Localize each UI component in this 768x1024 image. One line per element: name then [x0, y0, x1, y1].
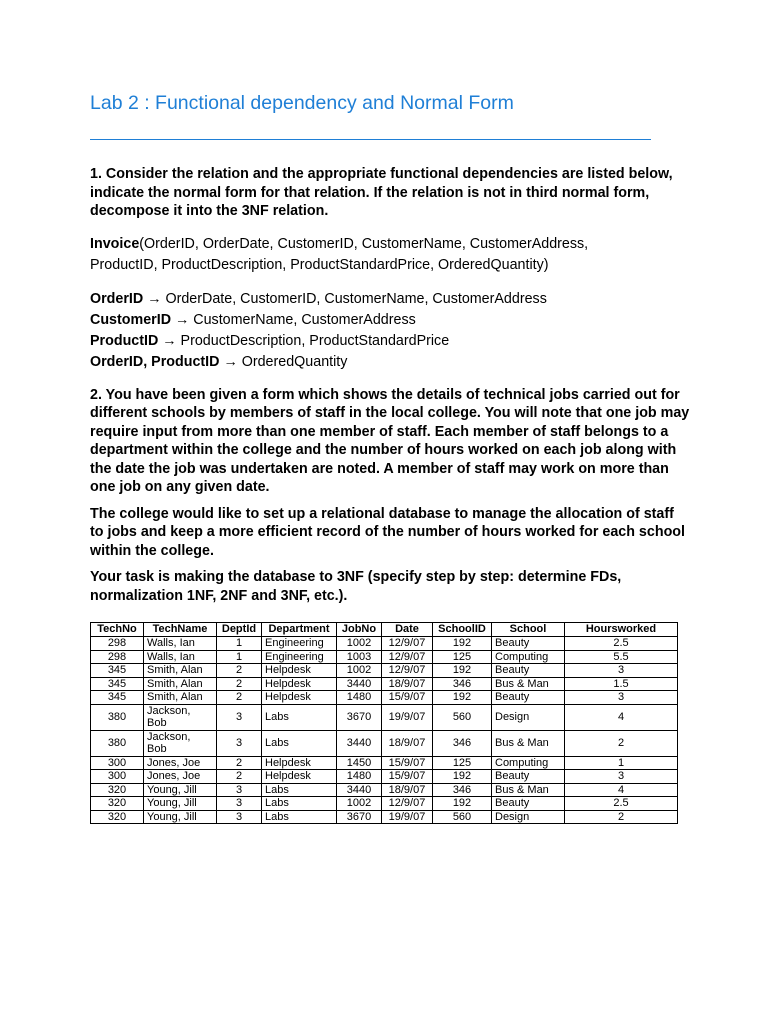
cell-school: Beauty	[492, 664, 565, 678]
cell-deptid: 3	[217, 810, 262, 824]
cell-date: 19/9/07	[382, 704, 433, 730]
table-row	[91, 797, 678, 811]
cell-school: Computing	[492, 650, 565, 664]
cell-techno: 320	[91, 783, 144, 797]
cell-deptid: 2	[217, 691, 262, 705]
cell-date: 15/9/07	[382, 756, 433, 770]
cell-hoursworked: 3	[565, 691, 678, 705]
cell-hoursworked: 2	[565, 730, 678, 756]
table-row	[91, 664, 678, 678]
question-2-paragraph-2: The college would like to set up a relational database to manage the allocation of staff to jobs and keep a more efficient record of the number of hours worked for each school within the college.	[90, 505, 686, 559]
cell-department: Labs	[262, 797, 337, 811]
table-row	[91, 650, 678, 664]
cell-deptid: 3	[217, 783, 262, 797]
column-header-date: Date	[382, 623, 433, 637]
cell-techname: Walls, Ian	[144, 650, 217, 664]
cell-school: Computing	[492, 756, 565, 770]
column-header-techno: TechNo	[91, 623, 144, 637]
cell-techname: Jackson, Bob	[144, 730, 217, 756]
cell-jobno: 3670	[337, 704, 382, 730]
cell-hoursworked: 1	[565, 756, 678, 770]
cell-school: Bus & Man	[492, 677, 565, 691]
question-1-text: 1. Consider the relation and the appropriate functional dependencies are listed below, indicate the normal form for that relation. If the relation is not in third normal form, decompose it into the 3NF relation.	[90, 166, 673, 219]
cell-schoolid: 192	[433, 637, 492, 651]
column-header-jobno: JobNo	[337, 623, 382, 637]
question-2-text: 2. You have been given a form which shows the details of technical jobs carried out for different schools by members of staff in the local college. You will note that one job may require input from more than one member of staff. Each member of staff belongs to a department within the college and the number of hours worked on each job along with the date the job was undertaken are noted. A member of staff may work on more than one job on any given date.	[90, 386, 690, 495]
cell-deptid: 2	[217, 756, 262, 770]
dependency-item	[90, 310, 690, 331]
table-header-row	[91, 623, 678, 637]
cell-techname: Young, Jill	[144, 797, 217, 811]
cell-hoursworked: 4	[565, 704, 678, 730]
cell-date: 18/9/07	[382, 730, 433, 756]
cell-department: Engineering	[262, 637, 337, 651]
cell-school: Beauty	[492, 797, 565, 811]
cell-department: Labs	[262, 704, 337, 730]
column-header-department: Department	[262, 623, 337, 637]
cell-jobno: 1450	[337, 756, 382, 770]
dependency-item	[90, 289, 690, 310]
cell-techno: 380	[91, 730, 144, 756]
table-row	[91, 810, 678, 824]
relation-attrs-line-2: ProductID, ProductDescription, ProductStandardPrice, OrderedQuantity)	[90, 256, 549, 273]
dependency-lhs: ProductID	[90, 332, 159, 349]
cell-school: Beauty	[492, 691, 565, 705]
cell-techno: 320	[91, 810, 144, 824]
document-body	[90, 165, 690, 605]
cell-jobno: 1003	[337, 650, 382, 664]
cell-techno: 345	[91, 677, 144, 691]
cell-department: Helpdesk	[262, 677, 337, 691]
dependency-lhs: OrderID	[90, 290, 144, 307]
column-header-deptid: DeptId	[217, 623, 262, 637]
column-header-techname: TechName	[144, 623, 217, 637]
cell-techno: 298	[91, 637, 144, 651]
cell-deptid: 3	[217, 704, 262, 730]
dependency-lhs: OrderID, ProductID	[90, 353, 220, 370]
cell-schoolid: 346	[433, 677, 492, 691]
cell-date: 12/9/07	[382, 664, 433, 678]
cell-date: 15/9/07	[382, 770, 433, 784]
relation-attrs-line-1: (OrderID, OrderDate, CustomerID, CustomerName, CustomerAddress,	[139, 235, 589, 252]
cell-techname: Smith, Alan	[144, 691, 217, 705]
table-row	[91, 677, 678, 691]
cell-techname: Walls, Ian	[144, 637, 217, 651]
dependency-rhs: → CustomerName, CustomerAddress	[171, 311, 416, 328]
cell-schoolid: 346	[433, 730, 492, 756]
page-title: Lab 2 : Functional dependency and Normal Form	[90, 92, 514, 114]
cell-jobno: 3440	[337, 677, 382, 691]
cell-date: 12/9/07	[382, 650, 433, 664]
cell-jobno: 1480	[337, 691, 382, 705]
cell-date: 18/9/07	[382, 783, 433, 797]
question-2-paragraph-3: Your task is making the database to 3NF (specify step by step: determine FDs, normalization 1NF, 2NF and 3NF, etc.).	[90, 569, 622, 604]
table-row	[91, 704, 678, 730]
cell-jobno: 3440	[337, 730, 382, 756]
cell-techname: Jones, Joe	[144, 756, 217, 770]
cell-hoursworked: 4	[565, 783, 678, 797]
dependency-item	[90, 352, 690, 373]
cell-school: Beauty	[492, 637, 565, 651]
cell-school: Bus & Man	[492, 783, 565, 797]
cell-techno: 345	[91, 664, 144, 678]
cell-techname: Jackson, Bob	[144, 704, 217, 730]
column-header-hoursworked: Hoursworked	[565, 623, 678, 637]
cell-hoursworked: 3	[565, 664, 678, 678]
table-row	[91, 783, 678, 797]
cell-date: 15/9/07	[382, 691, 433, 705]
dependency-rhs: → ProductDescription, ProductStandardPrice	[158, 332, 450, 349]
cell-schoolid: 125	[433, 756, 492, 770]
cell-date: 12/9/07	[382, 797, 433, 811]
cell-jobno: 1002	[337, 637, 382, 651]
table-row	[91, 756, 678, 770]
cell-techname: Young, Jill	[144, 783, 217, 797]
cell-date: 12/9/07	[382, 637, 433, 651]
cell-hoursworked: 5.5	[565, 650, 678, 664]
cell-hoursworked: 1.5	[565, 677, 678, 691]
cell-schoolid: 192	[433, 664, 492, 678]
cell-department: Helpdesk	[262, 770, 337, 784]
relation-name: Invoice	[90, 235, 140, 252]
cell-date: 18/9/07	[382, 677, 433, 691]
cell-schoolid: 125	[433, 650, 492, 664]
cell-deptid: 3	[217, 797, 262, 811]
title-divider	[90, 139, 651, 140]
cell-techno: 298	[91, 650, 144, 664]
cell-deptid: 1	[217, 637, 262, 651]
table-row	[91, 730, 678, 756]
cell-hoursworked: 2.5	[565, 797, 678, 811]
cell-techno: 300	[91, 756, 144, 770]
table-row	[91, 691, 678, 705]
cell-department: Helpdesk	[262, 691, 337, 705]
cell-jobno: 1002	[337, 664, 382, 678]
dependency-rhs: → OrderedQuantity	[219, 353, 348, 370]
cell-schoolid: 346	[433, 783, 492, 797]
cell-deptid: 3	[217, 730, 262, 756]
cell-schoolid: 560	[433, 810, 492, 824]
table-body	[91, 637, 678, 824]
cell-department: Labs	[262, 730, 337, 756]
cell-department: Engineering	[262, 650, 337, 664]
cell-jobno: 3440	[337, 783, 382, 797]
cell-hoursworked: 2.5	[565, 637, 678, 651]
cell-techno: 345	[91, 691, 144, 705]
dependency-item	[90, 331, 690, 352]
table-row	[91, 770, 678, 784]
cell-school: Bus & Man	[492, 730, 565, 756]
cell-department: Labs	[262, 810, 337, 824]
column-header-schoolid: SchoolID	[433, 623, 492, 637]
cell-deptid: 2	[217, 770, 262, 784]
cell-techname: Young, Jill	[144, 810, 217, 824]
cell-techno: 320	[91, 797, 144, 811]
cell-hoursworked: 2	[565, 810, 678, 824]
cell-department: Helpdesk	[262, 756, 337, 770]
cell-deptid: 2	[217, 677, 262, 691]
cell-hoursworked: 3	[565, 770, 678, 784]
cell-schoolid: 192	[433, 770, 492, 784]
cell-techno: 380	[91, 704, 144, 730]
cell-deptid: 2	[217, 664, 262, 678]
dependency-lhs: CustomerID	[90, 311, 172, 328]
dependency-rhs: → OrderDate, CustomerID, CustomerName, CustomerAddress	[143, 290, 547, 307]
cell-department: Labs	[262, 783, 337, 797]
cell-school: Design	[492, 810, 565, 824]
column-header-school: School	[492, 623, 565, 637]
cell-school: Beauty	[492, 770, 565, 784]
cell-deptid: 1	[217, 650, 262, 664]
cell-jobno: 1002	[337, 797, 382, 811]
table-row	[91, 637, 678, 651]
cell-jobno: 1480	[337, 770, 382, 784]
cell-schoolid: 560	[433, 704, 492, 730]
cell-techno: 300	[91, 770, 144, 784]
jobs-table	[90, 622, 678, 824]
cell-techname: Smith, Alan	[144, 664, 217, 678]
dependency-list	[90, 289, 690, 373]
relation-definition	[90, 234, 690, 276]
cell-schoolid: 192	[433, 797, 492, 811]
cell-schoolid: 192	[433, 691, 492, 705]
cell-date: 19/9/07	[382, 810, 433, 824]
cell-school: Design	[492, 704, 565, 730]
cell-techname: Jones, Joe	[144, 770, 217, 784]
cell-department: Helpdesk	[262, 664, 337, 678]
cell-jobno: 3670	[337, 810, 382, 824]
cell-techname: Smith, Alan	[144, 677, 217, 691]
